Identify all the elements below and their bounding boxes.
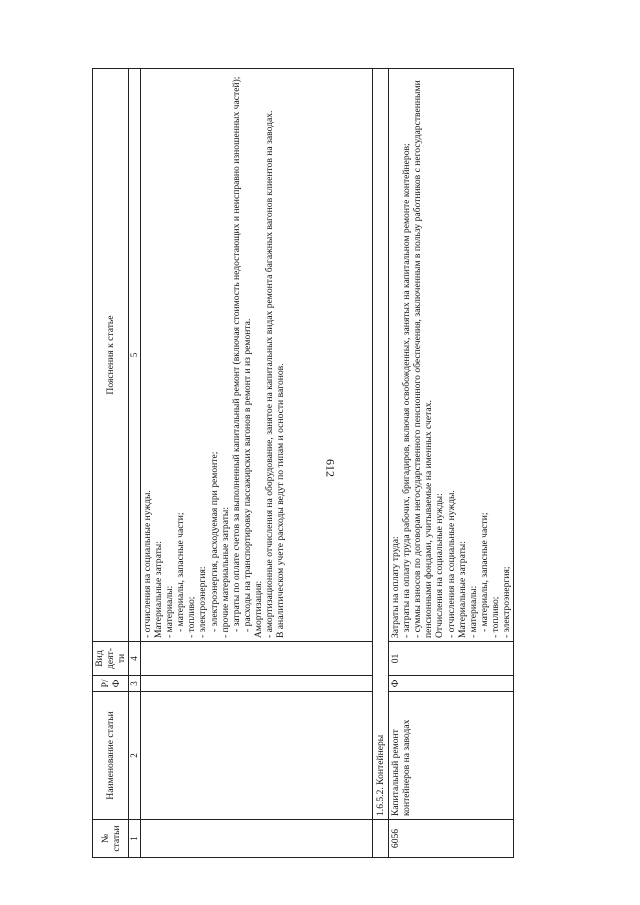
row-number: 6056 [388, 820, 513, 858]
explanation-line: - прочие материальные затраты: [219, 506, 231, 638]
explanation-line: - затраты по оплате счетов за выполненный капитальный ремонт (включая стоимость недостающих и неисправно изношенных частей); [230, 76, 242, 632]
row-explanation [140, 69, 372, 642]
table-row [388, 69, 513, 858]
explanation-line: - материалы: [164, 585, 176, 638]
row-rf: Ф [388, 676, 513, 692]
explanation-line: - топливо; [186, 596, 198, 638]
explanation-line: Амортизация: [253, 580, 265, 638]
explanation-line: Отчисления на социальные нужды: [434, 493, 446, 638]
explanation-line: Материальные затраты: [456, 541, 468, 638]
explanation-line: - материалы, запасные части; [175, 512, 187, 632]
header-rf: Р/ Ф [93, 676, 129, 692]
section-empty-cell [372, 820, 388, 858]
explanation-line: - материалы: [467, 585, 479, 638]
header-activity: Вид деят-ти [93, 642, 129, 676]
explanation-line: - электроэнергия, расходуемая при ремонте; [208, 451, 220, 632]
row-activity [140, 642, 372, 676]
row-explanation [388, 69, 513, 642]
explanation-line: - материалы, запасные части; [478, 512, 490, 632]
column-number: 2 [129, 692, 140, 820]
explanation-line: - суммы взносов по договорам негосударственного пенсионного обеспечения, заключенным в пользу работников с негосударственными пенсионными фондами, учитываемые на именных счетах. [412, 80, 435, 638]
explanation-line: - отчисления на социальные нужды. [141, 490, 153, 638]
row-rf [140, 676, 372, 692]
row-name [140, 692, 372, 820]
explanation-line: - топливо; [490, 596, 502, 638]
section-title: 1.6.5.2. Контейнеры [372, 69, 388, 820]
row-name: Капитальный ремонт контейнеров на заводах [388, 692, 513, 820]
header-explanation: Пояснения к статье [93, 69, 129, 642]
explanation-line: - амортизационные отчисления на оборудование, занятое на капитальных видах ремонта багажных вагонов клиентов на заводах. [264, 110, 276, 638]
column-number: 3 [129, 676, 140, 692]
row-number [140, 820, 372, 858]
section-row [372, 69, 388, 858]
page-number: 612 [323, 459, 338, 477]
column-number: 1 [129, 820, 140, 858]
explanation-line: Материальные затраты: [152, 541, 164, 638]
expense-table [92, 68, 514, 858]
column-number: 4 [129, 642, 140, 676]
explanation-line: Затраты на оплату труда: [389, 536, 401, 638]
explanation-line: - затраты на оплату труда рабочих, бригадиров, включая освобожденных, занятых на капитальном ремонте контейнеров; [401, 143, 413, 638]
explanation-line: - электроэнергия; [501, 566, 513, 638]
column-number: 5 [129, 69, 140, 642]
explanation-line: - отчисления на социальные нужды. [445, 490, 457, 638]
row-activity: 01 [388, 642, 513, 676]
explanation-line: - электроэнергия: [197, 566, 209, 638]
header-name: Наименование статьи [93, 692, 129, 820]
table-row [140, 69, 372, 858]
rotated-table-container [92, 68, 583, 858]
header-row [93, 69, 129, 858]
explanation-line: В аналитическом учете расходы ведут по типам и осности вагонов. [275, 363, 287, 638]
explanation-line: - расходы на транспортировку пассажирских вагонов в ремонт и из ремонта. [241, 318, 253, 632]
column-number-row [129, 69, 140, 858]
header-number: № статьи [93, 820, 129, 858]
